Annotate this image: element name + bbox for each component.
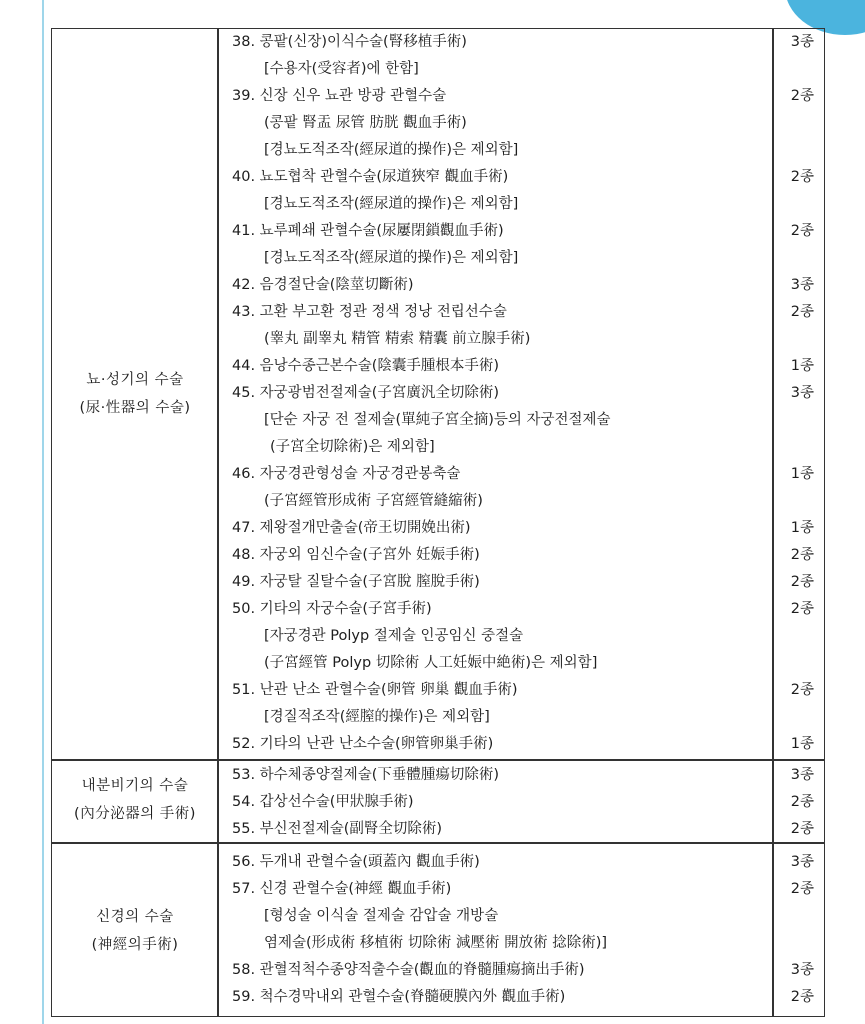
row-text: 54. 갑상선수술(甲狀腺手術) (232, 794, 414, 810)
table-row (232, 83, 824, 110)
row-code: 3종 (790, 962, 814, 978)
table-row (232, 272, 824, 299)
table-row (232, 164, 824, 191)
row-text: 51. 난관 난소 관혈수술(卵管 卵巢 觀血手術) (232, 682, 518, 698)
row-code: 1종 (790, 466, 814, 482)
row-text: 41. 뇨루폐쇄 관혈수술(尿屢閉鎖觀血手術) (232, 223, 504, 239)
row-text: (子宮全切除術)은 제외함] (270, 439, 435, 455)
table-row (232, 29, 824, 56)
category-column-divider (217, 29, 219, 1016)
row-text: [수용자(受容者)에 한함] (264, 61, 419, 77)
table-row (232, 191, 824, 218)
surgery-classification-table (51, 28, 825, 1017)
row-text: [자궁경관 Polyp 절제술 인공임신 중절술 (264, 628, 524, 644)
row-text: [형성술 이식술 절제술 감압술 개방술 (264, 908, 499, 924)
row-code: 3종 (790, 277, 814, 293)
row-code: 2종 (790, 794, 814, 810)
row-text: 48. 자궁외 임신수술(子宮外 妊娠手術) (232, 547, 480, 563)
table-row (232, 488, 824, 515)
table-row (232, 461, 824, 488)
row-text: 염제술(形成術 移植術 切除術 減壓術 開放術 捻除術)] (264, 935, 608, 951)
table-row (232, 957, 824, 984)
table-row (232, 903, 824, 930)
row-text: 57. 신경 관혈수술(神經 觀血手術) (232, 881, 452, 897)
row-code: 2종 (790, 989, 814, 1005)
category-endocrine (52, 772, 218, 828)
row-text: (콩팥 腎盂 尿管 肪胱 觀血手術) (264, 115, 467, 131)
table-row (232, 930, 824, 957)
row-code: 3종 (790, 34, 814, 50)
category-label-hanja: (神經의手術) (91, 937, 179, 953)
table-row (232, 876, 824, 903)
table-row (232, 623, 824, 650)
table-row (232, 299, 824, 326)
row-text: 44. 음낭수종근본수술(陰囊手腫根本手術) (232, 358, 500, 374)
row-text: 56. 두개내 관혈수술(頭蓋內 觀血手術) (232, 854, 480, 870)
row-text: 40. 뇨도협착 관혈수술(尿道狹窄 觀血手術) (232, 169, 509, 185)
row-text: 50. 기타의 자궁수술(子宮手術) (232, 601, 432, 617)
row-text: 49. 자궁탈 질탈수술(子宮脫 膣脫手術) (232, 574, 480, 590)
table-row (232, 849, 824, 876)
row-text: 45. 자궁광범전절제술(子宮廣汎全切除術) (232, 385, 500, 401)
row-code: 2종 (790, 881, 814, 897)
category-urogenital (52, 366, 218, 422)
row-text: (子宮經管形成術 子宮經管縫縮術) (264, 493, 483, 509)
table-row (232, 137, 824, 164)
table-row (232, 704, 824, 731)
category-label-hanja: (內分泌器의 手術) (74, 806, 196, 822)
table-row (232, 542, 824, 569)
row-text: 42. 음경절단술(陰莖切斷術) (232, 277, 414, 293)
category-label: 내분비기의 수술 (81, 778, 189, 794)
row-code: 1종 (790, 520, 814, 536)
category-label-hanja: (尿·性器의 수술) (79, 400, 191, 416)
row-code: 2종 (790, 88, 814, 104)
table-row (232, 762, 824, 789)
section-divider (52, 759, 824, 761)
table-row (232, 816, 824, 843)
table-row (232, 56, 824, 83)
row-text: (睾丸 副睾丸 精管 精索 精囊 前立腺手術) (264, 331, 531, 347)
row-text: 53. 하수체종양절제술(下垂體腫瘍切除術) (232, 767, 500, 783)
row-text: 38. 콩팥(신장)이식수술(腎移植手術) (232, 34, 467, 50)
row-code: 2종 (790, 601, 814, 617)
row-text: 43. 고환 부고환 정관 정색 정낭 전립선수술 (232, 304, 507, 320)
row-text: (子宮經管 Polyp 切除術 人工妊娠中絶術)은 제외함] (264, 655, 598, 671)
row-code: 2종 (790, 547, 814, 563)
row-code: 3종 (790, 385, 814, 401)
row-text: 52. 기타의 난관 난소수술(卵管卵巢手術) (232, 736, 494, 752)
category-label: 뇨·성기의 수술 (86, 372, 184, 388)
row-text: 59. 척수경막내외 관혈수술(脊髓硬膜內外 觀血手術) (232, 989, 566, 1005)
row-text: 55. 부신전절제술(副腎全切除術) (232, 821, 443, 837)
row-text: 47. 제왕절개만출술(帝王切開娩出術) (232, 520, 471, 536)
row-code: 2종 (790, 169, 814, 185)
table-row (232, 650, 824, 677)
table-row (232, 380, 824, 407)
category-nervous (52, 903, 218, 959)
table-row (232, 245, 824, 272)
row-code: 3종 (790, 854, 814, 870)
table-row (232, 218, 824, 245)
row-code: 2종 (790, 682, 814, 698)
table-row (232, 353, 824, 380)
table-row (232, 596, 824, 623)
page-edge-line (42, 0, 44, 1024)
row-text: [경뇨도적조작(經尿道的操作)은 제외함] (264, 142, 519, 158)
table-row (232, 569, 824, 596)
table-row (232, 515, 824, 542)
row-text: 46. 자궁경관형성술 자궁경관봉축술 (232, 466, 461, 482)
row-code: 2종 (790, 821, 814, 837)
table-row (232, 434, 824, 461)
row-text: 58. 관혈적척수종양적출수술(觀血的脊髓腫瘍摘出手術) (232, 962, 585, 978)
row-code: 1종 (790, 358, 814, 374)
row-code: 2종 (790, 223, 814, 239)
table-row (232, 110, 824, 137)
category-label: 신경의 수술 (96, 909, 174, 925)
row-code: 3종 (790, 767, 814, 783)
row-text: [경질적조작(經膣的操作)은 제외함] (264, 709, 490, 725)
table-row (232, 407, 824, 434)
row-code: 2종 (790, 304, 814, 320)
table-row (232, 984, 824, 1011)
row-code: 1종 (790, 736, 814, 752)
table-row (232, 789, 824, 816)
row-text: [경뇨도적조작(經尿道的操作)은 제외함] (264, 250, 519, 266)
row-text: [경뇨도적조작(經尿道的操作)은 제외함] (264, 196, 519, 212)
row-text: [단순 자궁 전 절제술(單純子宮全摘)등의 자궁전절제술 (264, 412, 611, 428)
row-code: 2종 (790, 574, 814, 590)
row-text: 39. 신장 신우 뇨관 방광 관혈수술 (232, 88, 447, 104)
table-row (232, 677, 824, 704)
table-row (232, 731, 824, 758)
table-row (232, 326, 824, 353)
